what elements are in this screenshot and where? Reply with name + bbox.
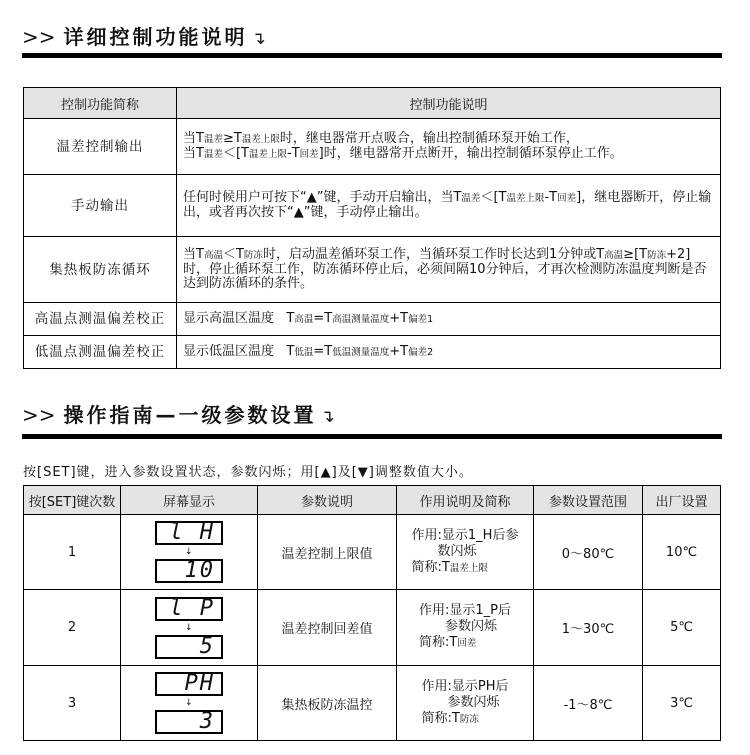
param-range: 0～80℃ xyxy=(534,515,643,590)
section-divider xyxy=(22,434,722,439)
press-count: 2 xyxy=(24,590,121,666)
header-screen-display: 屏幕显示 xyxy=(121,486,258,515)
table-row xyxy=(24,303,721,336)
header-default: 出厂设置 xyxy=(643,486,721,515)
screen-display xyxy=(121,590,258,666)
param-range: -1～8℃ xyxy=(534,666,643,741)
arrow-down-icon: ↓ xyxy=(185,622,193,633)
header-param-desc: 参数说明 xyxy=(258,486,397,515)
function-name: 低温点测温偏差校正 xyxy=(24,336,177,369)
lcd-param-value: 5 xyxy=(155,635,223,659)
header-press-count: 按[SET]键次数 xyxy=(24,486,121,515)
screen-display xyxy=(121,515,258,590)
table-header-row xyxy=(24,486,721,515)
return-arrow-icon: ↴ xyxy=(320,407,338,427)
lcd-param-code: l_P xyxy=(155,597,223,621)
table-row xyxy=(24,590,721,666)
press-count: 1 xyxy=(24,515,121,590)
param-default: 5℃ xyxy=(643,590,721,666)
function-name: 手动输出 xyxy=(24,175,177,237)
instruction-text: 按[SET]键，进入参数设置状态，参数闪烁；用[▲]及[▼]调整数值大小。 xyxy=(23,465,473,480)
lcd-param-value: 3 xyxy=(155,710,223,734)
param-description: 温差控制上限值 xyxy=(258,515,397,590)
table-row xyxy=(24,515,721,590)
chevrons-icon: >> xyxy=(22,25,56,49)
section-title-text: 操作指南—一级参数设置 xyxy=(63,403,317,427)
function-description: 显示高温区温度 T高温=T高温测量温度+T偏差1 xyxy=(177,303,721,336)
screen-display xyxy=(121,666,258,741)
section-title-text: 详细控制功能说明 xyxy=(63,25,248,49)
param-default: 3℃ xyxy=(643,666,721,741)
param-description: 温差控制回差值 xyxy=(258,590,397,666)
function-name: 集热板防冻循环 xyxy=(24,237,177,303)
return-arrow-icon: ↴ xyxy=(251,29,269,49)
section-divider xyxy=(22,53,722,58)
parameter-table xyxy=(23,485,721,741)
param-range: 1～30℃ xyxy=(534,590,643,666)
function-name: 高温点测温偏差校正 xyxy=(24,303,177,336)
arrow-down-icon: ↓ xyxy=(185,698,193,708)
function-description: 当T高温＜T防冻时，启动温差循环泵工作，当循环泵工作时长达到1分钟或T高温≥[T防冻+2]时，停止循环泵工作，防冻循环停止后，必须间隔10分钟后，才再次检测防冻温度判断是否达到防冻循环的条件。 xyxy=(177,237,721,303)
header-function-desc: 控制功能说明 xyxy=(177,88,721,119)
param-function: 作用:显示1_H后参 数闪烁 简称:T温差上限 xyxy=(397,515,534,590)
function-description: 显示低温区温度 T低温=T低温测量温度+T偏差2 xyxy=(177,336,721,369)
param-function: 作用:显示PH后 参数闪烁 简称:T防冻 xyxy=(397,666,534,741)
function-name: 温差控制输出 xyxy=(24,119,177,175)
table-row xyxy=(24,119,721,175)
table-row xyxy=(24,175,721,237)
table-row xyxy=(24,336,721,369)
section-title-operation-guide xyxy=(22,399,338,428)
function-description: 当T温差≥T温差上限时，继电器常开点吸合，输出控制循环泵开始工作， 当T温差＜[T温差上限-T回差]时，继电器常开点断开，输出控制循环泵停止工作。 xyxy=(177,119,721,175)
table-header-row xyxy=(24,88,721,119)
control-function-table xyxy=(23,87,721,369)
header-range: 参数设置范围 xyxy=(534,486,643,515)
function-description: 任何时候用户可按下“▲”键，手动开启输出，当T温差＜[T温差上限-T回差]，继电器断开，停止输出，或者再次按下“▲”键，手动停止输出。 xyxy=(177,175,721,237)
header-function-name: 控制功能简称 xyxy=(24,88,177,119)
lcd-param-value: 10 xyxy=(155,559,223,583)
arrow-down-icon: ↓ xyxy=(185,547,193,557)
chevrons-icon: >> xyxy=(22,403,56,427)
header-function: 作用说明及简称 xyxy=(397,486,534,515)
lcd-param-code: l_H xyxy=(155,521,223,545)
param-description: 集热板防冻温控 xyxy=(258,666,397,741)
table-row xyxy=(24,666,721,741)
section-title-detailed-control xyxy=(22,21,269,50)
lcd-param-code: PH xyxy=(155,672,223,696)
table-row xyxy=(24,237,721,303)
press-count: 3 xyxy=(24,666,121,741)
param-default: 10℃ xyxy=(643,515,721,590)
param-function: 作用:显示1_P后 参数闪烁 简称:T回差 xyxy=(397,590,534,666)
